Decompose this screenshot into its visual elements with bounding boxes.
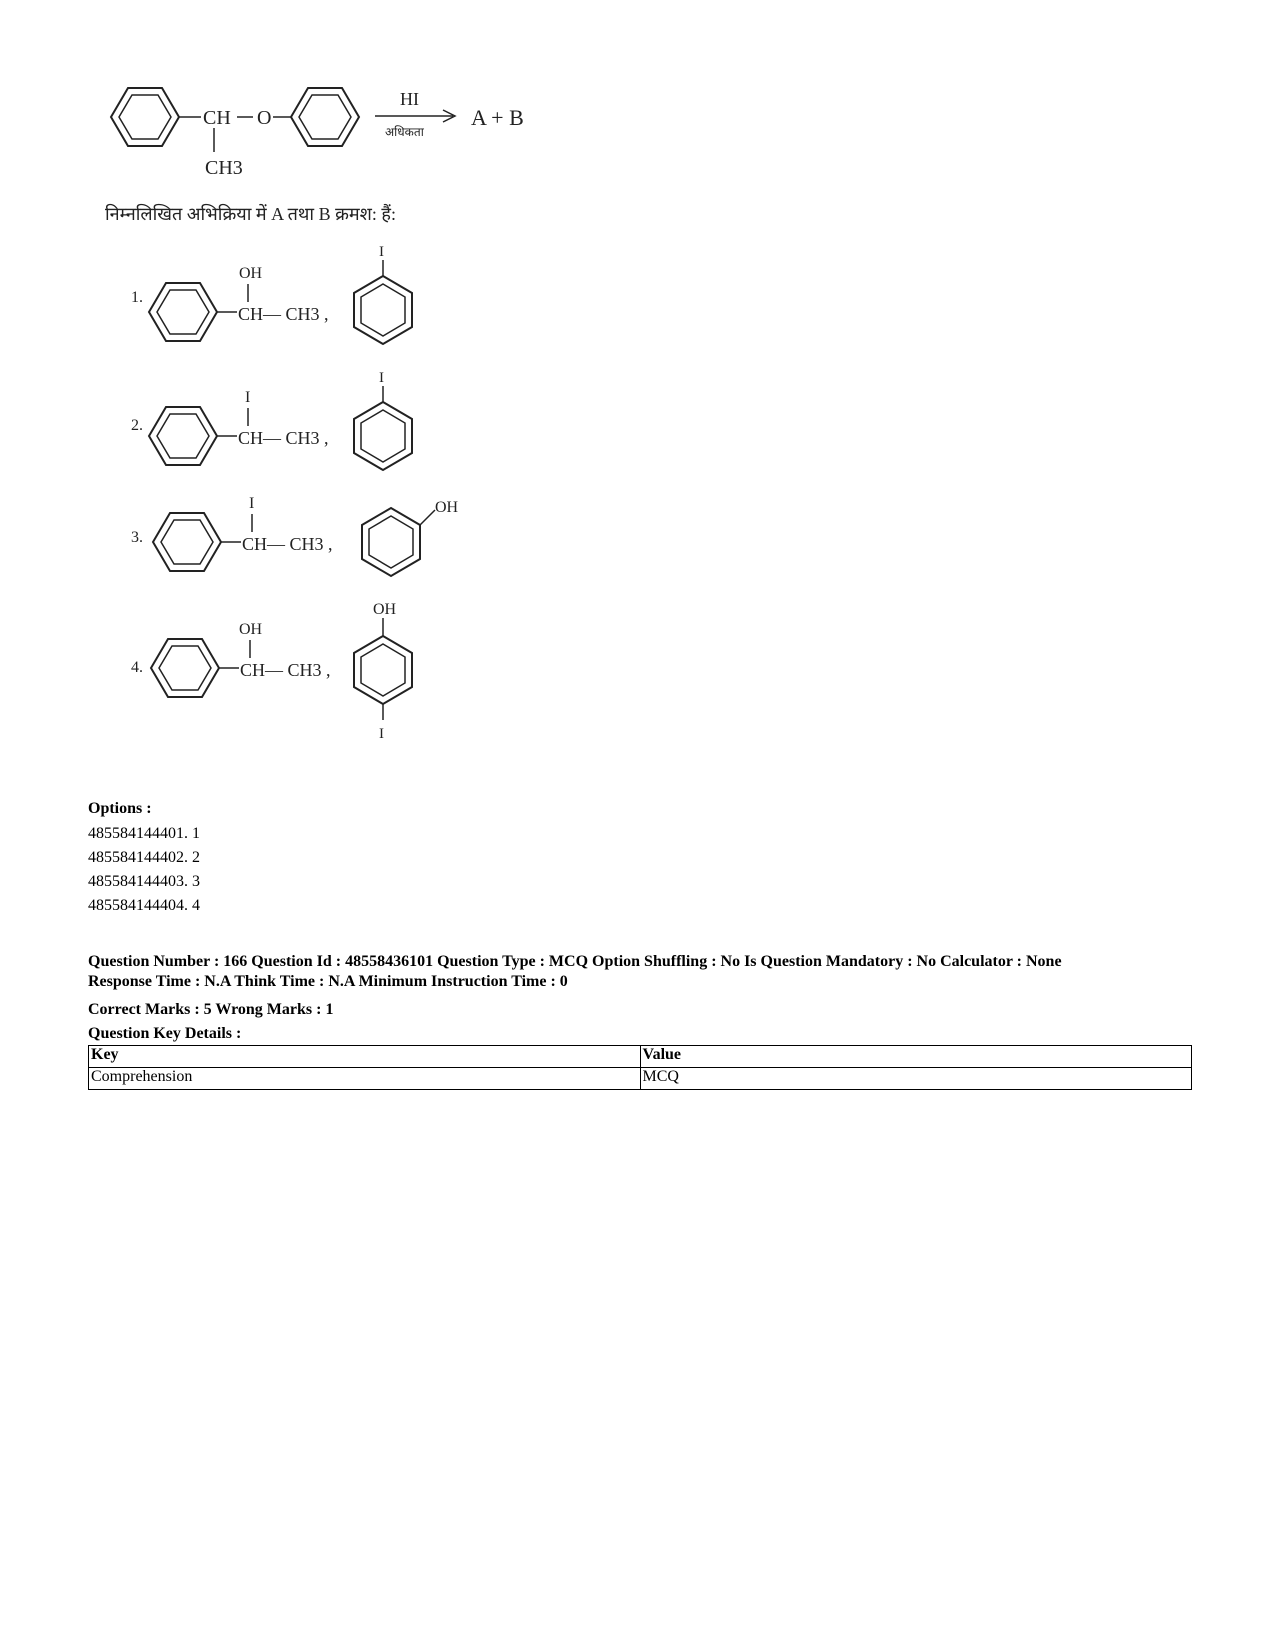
options-title: Options : xyxy=(88,800,152,817)
question-prompt: निम्नलिखित अभिक्रिया में A तथा B क्रमश: हैं: xyxy=(105,204,396,224)
reaction-ch3: CH3 xyxy=(205,157,243,179)
reaction-figure xyxy=(105,70,545,770)
option-item: 485584144401. 1 xyxy=(88,825,200,842)
table-header-row xyxy=(89,1046,1192,1068)
choice-num: 3. xyxy=(131,529,143,546)
choice-a-group: OH xyxy=(239,621,263,638)
option-item: 485584144403. 3 xyxy=(88,873,200,890)
choice-chain: CH— CH3 , xyxy=(240,660,331,680)
choice-a-group: I xyxy=(249,495,255,512)
option-item: 485584144402. 2 xyxy=(88,849,200,866)
reaction-products: A + B xyxy=(471,105,524,130)
cell-value: MCQ xyxy=(640,1068,1192,1090)
reaction-condition: अधिकता xyxy=(385,125,424,139)
reaction-reagent: HI xyxy=(400,89,419,109)
choice-3 xyxy=(131,495,459,576)
choice-1 xyxy=(131,244,412,344)
key-details-table xyxy=(88,1045,1192,1090)
choice-chain: CH— CH3 , xyxy=(238,304,329,324)
reaction xyxy=(111,88,524,179)
choice-num: 1. xyxy=(131,289,143,306)
header-value: Value xyxy=(640,1046,1192,1068)
choice-b-group: OH xyxy=(435,499,459,516)
key-details-title: Question Key Details : xyxy=(88,1025,242,1042)
choice-4 xyxy=(131,601,412,742)
choice-a-group: I xyxy=(245,389,251,406)
question-info xyxy=(88,952,1208,992)
header-key: Key xyxy=(89,1046,641,1068)
choice-chain: CH— CH3 , xyxy=(238,428,329,448)
options-list xyxy=(88,822,200,918)
question-info-line2: Response Time : N.A Think Time : N.A Minimum Instruction Time : 0 xyxy=(88,973,568,990)
choice-a-group: OH xyxy=(239,265,263,282)
marks-line: Correct Marks : 5 Wrong Marks : 1 xyxy=(88,1001,334,1018)
choice-b-group: I xyxy=(379,370,384,386)
choice-2 xyxy=(131,370,412,470)
choice-num: 4. xyxy=(131,659,143,676)
cell-key: Comprehension xyxy=(89,1068,641,1090)
reaction-ch: CH xyxy=(203,107,231,129)
choice-chain: CH— CH3 , xyxy=(242,534,333,554)
table-row xyxy=(89,1068,1192,1090)
choice-b-group2: I xyxy=(379,726,384,742)
reaction-o: O xyxy=(257,107,272,129)
question-info-line1: Question Number : 166 Question Id : 48558436101 Question Type : MCQ Option Shuffling : No Is Question Mandatory : No Calculator : None xyxy=(88,953,1062,970)
choice-b-group: OH xyxy=(373,601,397,618)
choice-b-group: I xyxy=(379,244,384,260)
option-item: 485584144404. 4 xyxy=(88,897,200,914)
choice-num: 2. xyxy=(131,417,143,434)
